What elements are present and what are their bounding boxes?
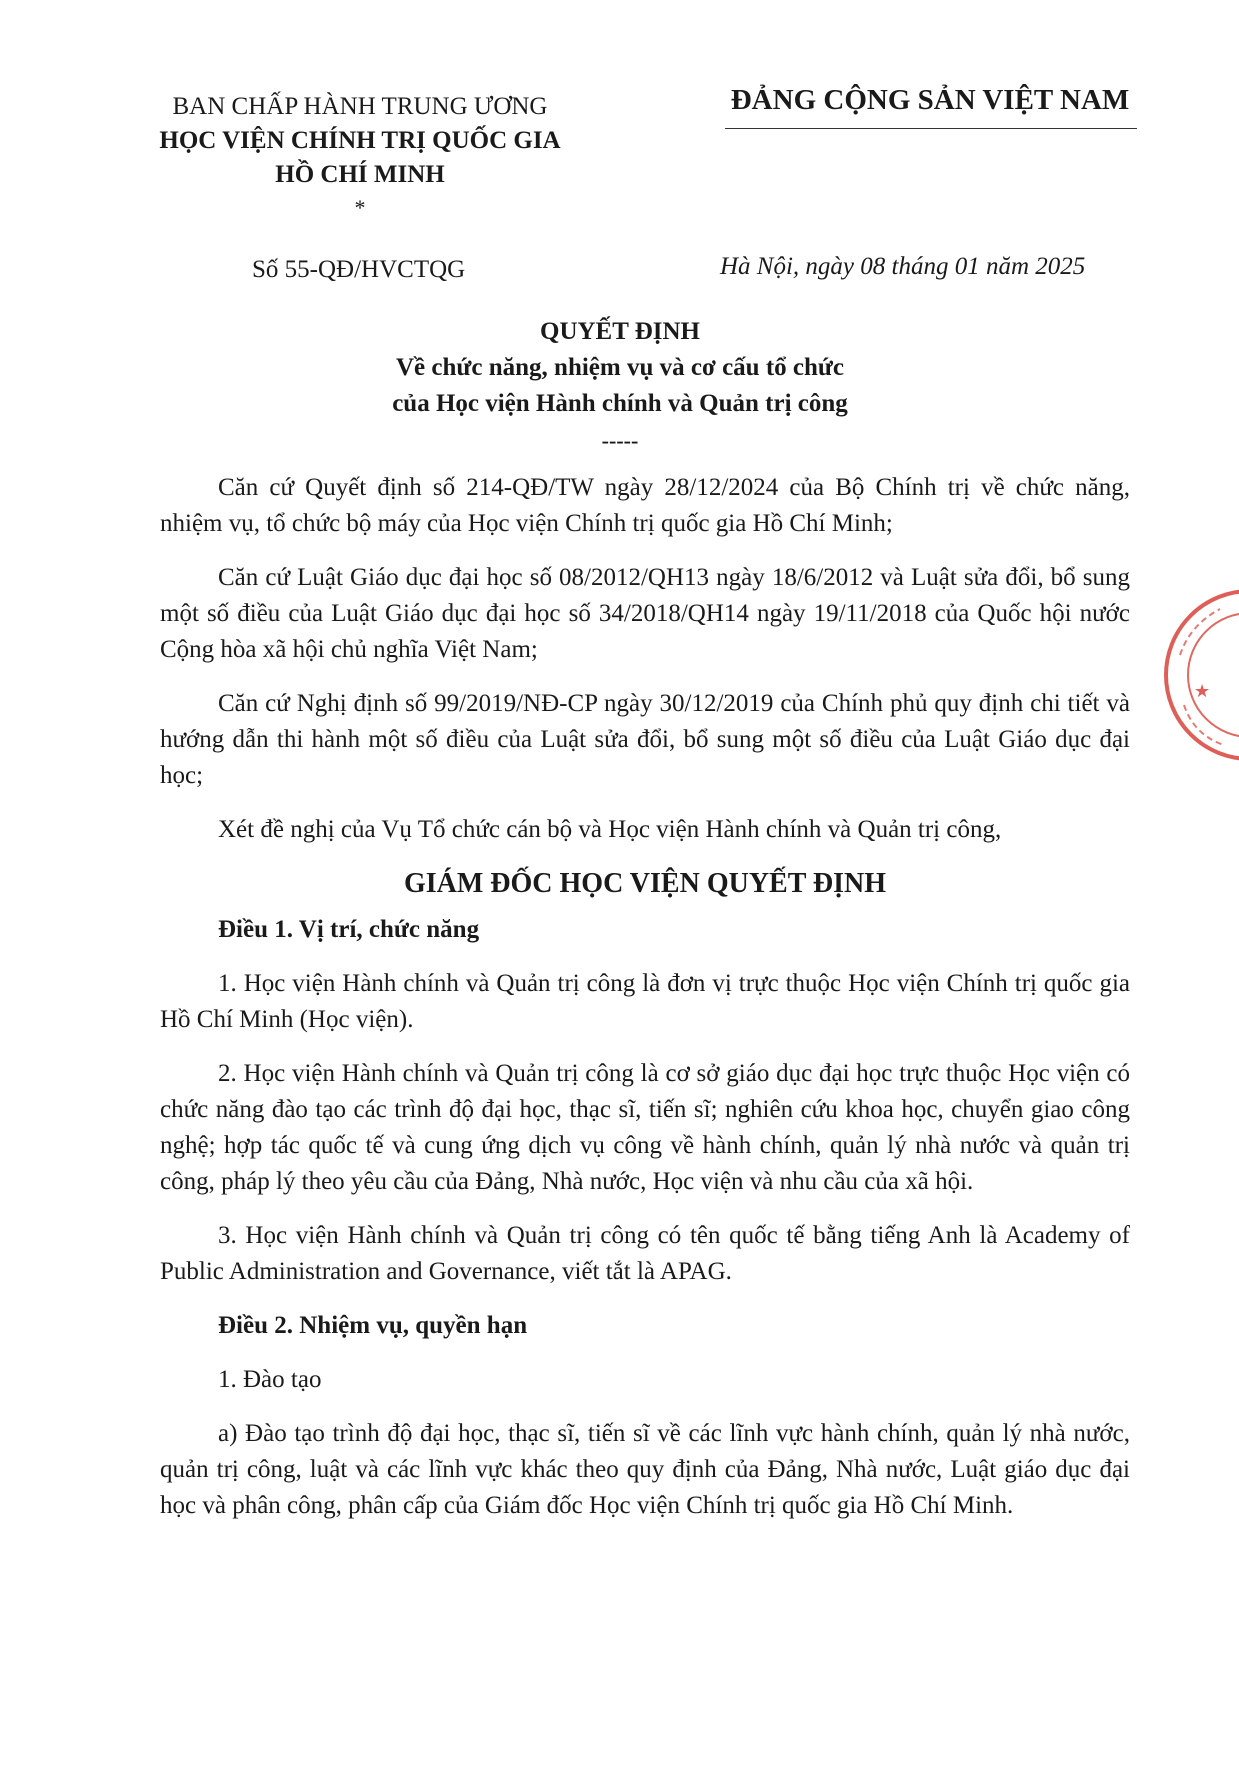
article-2-title: Điều 2. Nhiệm vụ, quyền hạn (218, 1312, 528, 1339)
article-1-clause-1: 1. Học viện Hành chính và Quản trị công là đơn vị trực thuộc Học viện Chính trị quốc gia Hồ Chí Minh (Học viện). (160, 970, 1130, 1033)
legal-basis-1: Căn cứ Quyết định số 214-QĐ/TW ngày 28/12/2024 của Bộ Chính trị về chức năng, nhiệm vụ, tổ chức bộ máy của Học viện Chính trị quốc gia Hồ Chí Minh; (160, 474, 1130, 537)
legal-basis-2: Căn cứ Luật Giáo dục đại học số 08/2012/QH13 ngày 18/6/2012 và Luật sửa đổi, bổ sung một số điều của Luật Giáo dục đại học số 34/2018/QH14 ngày 19/11/2018 của Quốc hội nước Cộng hòa xã hội chủ nghĩa Việt Nam; (160, 564, 1130, 663)
legal-basis-3: Căn cứ Nghị định số 99/2019/NĐ-CP ngày 30/12/2019 của Chính phủ quy định chi tiết và hướng dẫn thi hành một số điều của Luật sửa đổi, bổ sung một số điều của Luật Giáo dục đại học; (160, 690, 1130, 789)
document-number: Số 55-QĐ/HVCTQG (252, 256, 466, 283)
seal-lettering-arc (1180, 609, 1220, 655)
article-1-title: Điều 1. Vị trí, chức năng (218, 916, 480, 943)
issuing-agency-block (140, 90, 580, 220)
decision-title: QUYẾT ĐỊNH (540, 318, 700, 345)
seal-lettering-arc-lower (1184, 705, 1224, 745)
agency-line-1: BAN CHẤP HÀNH TRUNG ƯƠNG (172, 93, 548, 120)
decision-subtitle-1: Về chức năng, nhiệm vụ và cơ cấu tổ chức (396, 354, 844, 381)
article-1-clause-2: 2. Học viện Hành chính và Quản trị công là cơ sở giáo dục đại học trực thuộc Học viện có chức năng đào tạo các trình độ đại học, thạc sĩ, tiến sĩ; nghiên cứu khoa học, chuyển giao công nghệ; hợp tác quốc tế và cung ứng dịch vụ công về hành chính, quản lý nhà nước và quản trị công, pháp lý theo yêu cầu của Đảng, Nhà nước, Học viện và nhu cầu của xã hội. (160, 1060, 1130, 1195)
party-title-underline (725, 128, 1137, 129)
article-2-section-1: 1. Đào tạo (218, 1366, 322, 1393)
agency-line-3: HỒ CHÍ MINH (275, 161, 445, 188)
decision-heading: GIÁM ĐỐC HỌC VIỆN QUYẾT ĐỊNH (403, 868, 886, 899)
title-separator: ----- (601, 428, 639, 453)
document-body (160, 470, 1130, 1542)
decision-subtitle-2: của Học viện Hành chính và Quản trị công (392, 390, 848, 417)
agency-line-2: HỌC VIỆN CHÍNH TRỊ QUỐC GIA (159, 127, 561, 154)
agency-star: * (354, 195, 366, 220)
decision-title-block (160, 314, 1080, 456)
party-title: ĐẢNG CỘNG SẢN VIỆT NAM (730, 84, 1130, 116)
seal-inner-ring (1188, 613, 1239, 737)
article-2-point-a: a) Đào tạo trình độ đại học, thạc sĩ, tiến sĩ về các lĩnh vực hành chính, quản lý nhà nước, quản trị công, luật và các lĩnh vực khác theo quy định của Đảng, Nhà nước, Luật giáo dục đại học và phân công, phân cấp của Giám đốc Học viện Chính trị quốc gia Hồ Chí Minh. (160, 1420, 1130, 1519)
red-seal-stamp (1160, 585, 1239, 765)
proposal: Xét đề nghị của Vụ Tổ chức cán bộ và Học viện Hành chính và Quản trị công, (218, 816, 1002, 843)
seal-star: ★ (1194, 681, 1211, 701)
article-1-clause-3: 3. Học viện Hành chính và Quản trị công có tên quốc tế bằng tiếng Anh là Academy of Public Administration and Governance, viết tắt là APAG. (160, 1222, 1130, 1285)
place-date: Hà Nội, ngày 08 tháng 01 năm 2025 (720, 253, 1086, 280)
